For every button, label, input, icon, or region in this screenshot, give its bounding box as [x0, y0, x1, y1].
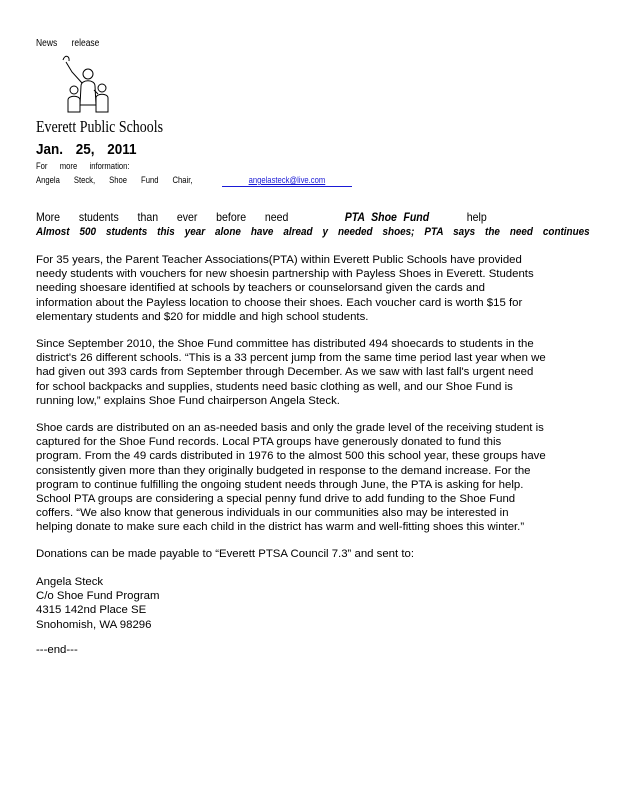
contact-line [36, 175, 325, 185]
family-illustration-icon [36, 50, 148, 120]
subheadline: Almost 500 students this year alone have alread y needed shoes; PTA says the need continues [36, 226, 590, 238]
paragraph-line: captured for the Shoe Fund records. Local PTA groups have generously donated to fund this [36, 436, 502, 449]
more-info-label: For more information: [36, 161, 130, 171]
paragraph-intro [36, 253, 596, 324]
paragraph-line: School PTA groups are considering a special penny fund drive to add funding to the Shoe Fund [36, 493, 516, 506]
paragraph-line: For 35 years, the Parent Teacher Associations(PTA) within Everett Public Schools have provided [36, 254, 522, 266]
headline [36, 210, 487, 224]
contact-email-link[interactable]: angelasteck@live.com [248, 175, 326, 185]
paragraph-line: program. From the 49 cards distributed in 1976 to the almost 500 this school year, these groups have [36, 450, 546, 463]
headline-tail: help [466, 210, 487, 224]
paragraph-donations [36, 547, 596, 561]
address-line: Snohomish, WA 98296 [36, 618, 152, 631]
headline-lead: More students than ever before need [36, 210, 289, 224]
paragraph-line: needing shoesare identified at schools by teachers or counselorsand given the cards and [36, 282, 485, 295]
paragraph-line: had given out 393 cards from September through December. As we saw with last fall's urgent need [36, 366, 534, 379]
paragraph-line: needy students with vouchers for new shoesin partnership with Payless Shoes in Everett. Students [36, 268, 534, 281]
end-marker [36, 643, 596, 657]
contact-name: Angela Steck, Shoe Fund Chair, [36, 175, 193, 185]
paragraph-line: running low,” explains Shoe Fund chairperson Angela Steck. [36, 394, 340, 407]
headline-emphasis: PTA Shoe Fund [344, 210, 430, 224]
paragraph-line: elementary students and $20 for middle and high school students. [36, 310, 369, 323]
mailing-address [36, 575, 596, 632]
paragraph-distribution [36, 421, 596, 535]
paragraph-line: helping donate to make sure each child in the district has warm and well-fitting shoes this winter.” [36, 521, 525, 534]
news-release-label: News release [36, 38, 100, 49]
paragraph-line: district's 26 different schools. “This is a 33 percent jump from the same time period last year when we [36, 352, 546, 365]
paragraph-line: coffers. “We also know that generous individuals in our communities also may be interested in [36, 507, 509, 520]
paragraph-line: Shoe cards are distributed on an as-needed basis and only the grade level of the receiving student is [36, 422, 544, 434]
address-line: 4315 142nd Place SE [36, 604, 147, 617]
address-line: C/o Shoe Fund Program [36, 590, 160, 603]
paragraph-line: Donations can be made payable to “Everett PTSA Council 7.3” and sent to: [36, 548, 415, 560]
address-line: Angela Steck [36, 576, 104, 588]
email-underline-rule [222, 186, 352, 187]
end-text: ---end--- [36, 644, 78, 656]
paragraph-line: program to continue fulfilling the ongoing student needs through June, the PTA is asking for help. [36, 478, 524, 491]
release-date: Jan. 25, 2011 [36, 141, 137, 158]
paragraph-line: information about the Payless location to choose their shoes. Each voucher card is worth $15 for [36, 296, 523, 309]
paragraph-line: for school backpacks and supplies, students need basic clothing as well, and our Shoe Fund is [36, 380, 513, 393]
paragraph-line: Since September 2010, the Shoe Fund committee has distributed 494 shoecards to students in the [36, 338, 534, 350]
district-name: Everett Public Schools [36, 117, 163, 136]
paragraph-line: consistently given more than they originally budgeted in response to the demand increase. For the [36, 464, 531, 477]
paragraph-statistics [36, 337, 596, 408]
